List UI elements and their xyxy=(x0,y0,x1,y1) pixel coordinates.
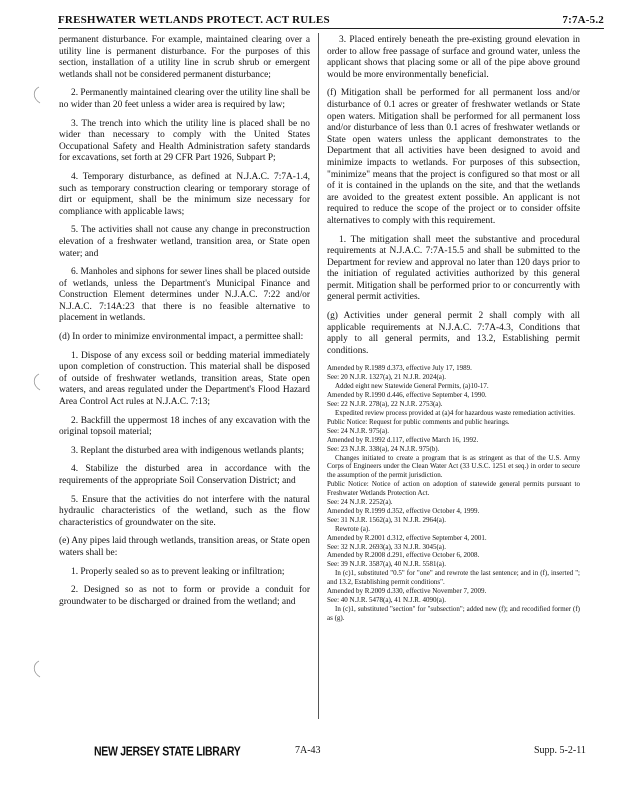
paragraph: 2. Permanently maintained clearing over the utility line shall be no wider than 20 feet unless a wider area is required by law; xyxy=(59,88,310,110)
history-line: See: 22 N.J.R. 278(a), 22 N.J.R. 2753(a). xyxy=(327,400,443,409)
history-line: Amended by R.1992 d.117, effective March 16, 1992. xyxy=(327,435,479,444)
history-line: Amended by R.1990 d.446, effective September 4, 1990. xyxy=(327,391,487,400)
history-line: See: 31 N.J.R. 1562(a), 31 N.J.R. 2964(a). xyxy=(327,515,446,524)
paragraph: 3. The trench into which the utility line is placed shall be no wider than necessary to comply with the United States Occupational Safety and Health Administration safety standards for excavations, set forth at 29 CFR Part 1926, Subpart P; xyxy=(59,118,310,164)
history-line: See: 39 N.J.R. 3587(a), 40 N.J.R. 5581(a). xyxy=(327,560,446,569)
paragraph: 2. Backfill the uppermost 18 inches of any excavation with the original topsoil material; xyxy=(59,415,310,438)
binding-hole-mark xyxy=(30,660,42,678)
history-line: See: 40 N.J.R. 5478(a), 41 N.J.R. 4090(a). xyxy=(327,596,446,604)
binding-hole-mark xyxy=(30,373,42,391)
paragraph: 6. Manholes and siphons for sewer lines shall be placed outside of wetlands, unless the Department's Municipal Finance and Construction Element determines under N.J.A.C. 7:22 and/or N.J.A.C. 7:14A:23 that there is no feasible alternative to placement in wetlands. xyxy=(59,267,310,324)
paragraph: permanent disturbance. For example, maintained clearing over a utility line is permanent disturbance. For the purposes of this section, installation of a utility line in scrub shrub or emergent wetlands shall not be considered permanent disturbance; xyxy=(59,35,310,80)
page-footer xyxy=(0,744,618,764)
paragraph: 3. Placed entirely beneath the pre-existing ground elevation in order to allow free passage of surface and ground water, unless the applicant shows that placing some or all of the pipe above ground would be more environmentally beneficial. xyxy=(327,35,580,80)
history-line: Amended by R.2001 d.312, effective September 4, 2001. xyxy=(327,533,487,542)
history-line: Amended by R.2008 d.291, effective October 6, 2008. xyxy=(327,551,480,560)
history-line: Rewrote (a). xyxy=(335,524,370,533)
paragraph: 2. Designed so as not to form or provide a conduit for groundwater to be discharged or drained from the wetland; and xyxy=(59,585,310,607)
paragraph: (e) Any pipes laid through wetlands, transition areas, or State open waters shall be: xyxy=(59,536,310,558)
history-line: Amended by R.2009 d.330, effective November 7, 2009. xyxy=(327,587,487,596)
paragraph: 1. Dispose of any excess soil or bedding material immediately upon completion of construction. This material shall be disposed of outside of freshwater wetlands, transition areas, State open waters, and areas regulated under the Department's Flood Hazard Area Control Act rules at N.J.A.C. 7:13; xyxy=(59,350,310,408)
paragraph: 5. Ensure that the activities do not interfere with the natural hydraulic characteristics of the wetland, such as the flow characteristics of groundwater on the site. xyxy=(59,494,310,528)
history-line: In (c)1, substituted "0.5" for "one" and rewrote the last sentence; and in (f), inserted "; and 13.2, Establishing permit conditions". xyxy=(327,569,580,587)
library-stamp: NEW JERSEY STATE LIBRARY xyxy=(94,744,241,759)
running-header xyxy=(58,4,604,26)
history-notes xyxy=(327,364,580,622)
header-title: FRESHWATER WETLANDS PROTECT. ACT RULES xyxy=(58,14,330,26)
history-line: See: 24 N.J.R. 975(a). xyxy=(327,426,390,435)
history-line: Public Notice: Notice of action on adoption of statewide general permits pursuant to Freshwater Wetlands Protection Act. xyxy=(327,480,580,498)
header-section: 7:7A-5.2 xyxy=(562,14,604,26)
history-line: See: 23 N.J.R. 338(a), 24 N.J.R. 975(b). xyxy=(327,444,440,453)
paragraph: 1. The mitigation shall meet the substantive and procedural requirements at N.J.A.C. 7:7A-15.5 and shall be submitted to the Department for review and approval no later than 120 days prior to the initiation of regulated activities authorized by this general permit. Mitigation shall be performed prior to or concurrently with general permit activities. xyxy=(327,234,580,303)
paragraph: 4. Stabilize the disturbed area in accordance with the requirements of the appropriate Soil Conservation District; and xyxy=(59,464,310,486)
history-line: Public Notice: Request for public comments and public hearings. xyxy=(327,417,510,426)
paragraph: 3. Replant the disturbed area with indigenous wetlands plants; xyxy=(71,445,305,456)
paragraph: 1. Properly sealed so as to prevent leaking or infiltration; xyxy=(71,566,285,577)
right-column xyxy=(327,35,580,623)
history-line: See: 24 N.J.R. 2252(a). xyxy=(327,498,393,507)
history-line: Added eight new Statewide General Permits, (a)10-17. xyxy=(335,382,489,391)
history-line: See: 32 N.J.R. 2693(a), 33 N.J.R. 3045(a). xyxy=(327,542,446,551)
history-line: Amended by R.1989 d.373, effective July 17, 1989. xyxy=(327,364,472,373)
left-column xyxy=(59,35,310,615)
page-number: 7A-43 xyxy=(295,745,321,756)
paragraph: (d) In order to minimize environmental impact, a permittee shall: xyxy=(59,332,304,343)
history-line: In (c)1, substituted "section" for "subsection"; added new (f); and recodified former (f) as (g). xyxy=(327,604,580,622)
column-divider xyxy=(318,33,319,719)
paragraph: (g) Activities under general permit 2 shall comply with all applicable requirements at N.J.A.C. 7:7A-4.3, Conditions that apply to all general permits, and 13.2, Establishing permit conditions. xyxy=(327,311,580,356)
binding-hole-mark xyxy=(30,86,42,104)
paragraph: 4. Temporary disturbance, as defined at N.J.A.C. 7:7A-1.4, such as temporary construction clearing or temporary storage of dirt or equipment, shall be the minimum size necessary for compliance with applicable laws; xyxy=(59,171,310,217)
history-line: See: 20 N.J.R. 1327(a), 21 N.J.R. 2024(a). xyxy=(327,373,446,382)
right-column-paragraphs xyxy=(327,35,580,357)
paragraph: 5. The activities shall not cause any change in preconstruction elevation of a freshwater wetland, transition area, or State open water; and xyxy=(59,225,310,259)
paragraph: (f) Mitigation shall be performed for all permanent loss and/or disturbance of 0.1 acres or greater of freshwater wetlands or State open waters. Mitigation shall be performed for all permanent loss and/or disturbance of less than 0.1 acres of freshwater wetlands or State open waters unless the applicant demonstrates to the Department that all activities have been designed to avoid and minimize impacts to wetlands. For purposes of this subsection, "minimize" means that the project is configured so that most or all of it is contained in the uplands on the site, and that the wetlands are avoided to the greatest extent possible. An applicant is not required to reduce the scope of the project or to consider offsite alternatives to comply with this requirement. xyxy=(327,88,580,226)
history-line: Expedited review process provided at (a)4 for hazardous waste remediation activities. xyxy=(335,408,576,417)
supplement-date: Supp. 5-2-11 xyxy=(534,745,586,756)
history-line: Amended by R.1999 d.352, effective October 4, 1999. xyxy=(327,506,480,515)
history-line: Changes initiated to create a program that is as stringent as that of the U.S. Army Corps of Engineers under the Clean Water Act (33 U.S.C. 1251 et seq.) in order to secure the assumption of the permit jurisdiction. xyxy=(327,453,580,480)
header-rule xyxy=(58,28,604,29)
